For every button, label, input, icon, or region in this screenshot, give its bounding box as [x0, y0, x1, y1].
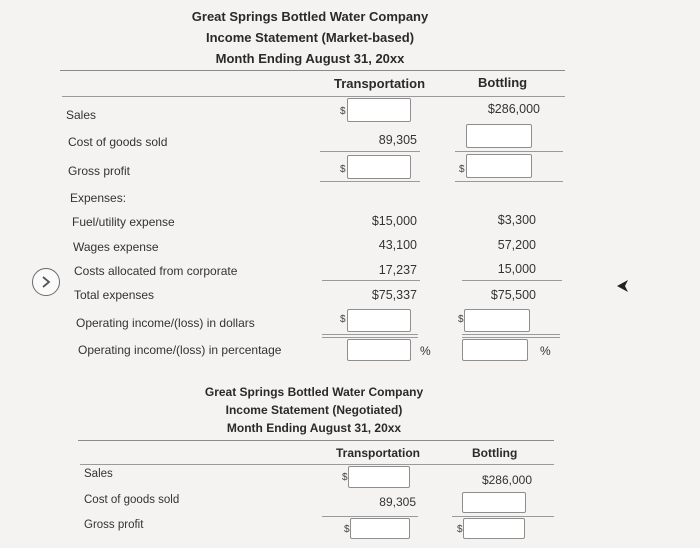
gross-profit-divider-transportation [320, 181, 420, 182]
cogs-divider-bottling [455, 151, 563, 152]
operating-percentage-transportation-input[interactable] [347, 339, 411, 361]
column-header-divider-2 [80, 464, 554, 465]
row-label-gross-profit-2: Gross profit [84, 519, 144, 531]
sales-transportation-input[interactable] [347, 98, 411, 122]
row-label-wages: Wages expense [73, 240, 159, 254]
cogs-transportation-value: 89,305 [378, 133, 417, 147]
cogs-bottling-input[interactable] [466, 124, 532, 148]
statement-period: Month Ending August 31, 20xx [215, 51, 405, 66]
total-expenses-bottling-value: $75,500 [490, 288, 536, 302]
cogs-bottling-input-2[interactable] [462, 492, 526, 513]
row-label-allocated: Costs allocated from corporate [74, 264, 238, 278]
statement-subtitle-2: Income Statement (Negotiated) [225, 403, 403, 417]
wages-transportation-value: 43,100 [378, 238, 417, 252]
operating-percentage-bottling-input[interactable] [462, 339, 528, 361]
cogs-divider-bottling-2 [452, 516, 554, 517]
company-name-2: Great Springs Bottled Water Company [204, 385, 424, 399]
sales-transportation-input-2[interactable] [348, 466, 410, 488]
expenses-divider-transportation [322, 280, 420, 281]
row-label-fuel: Fuel/utility expense [72, 215, 175, 229]
dollar-sign: $ [459, 164, 465, 175]
dollar-sign: $ [344, 524, 350, 535]
chevron-right-icon[interactable] [32, 268, 60, 296]
dollar-sign: $ [340, 314, 346, 325]
column-header-transportation: Transportation [334, 76, 426, 91]
dollar-sign: $ [457, 524, 463, 535]
statement-subtitle: Income Statement (Market-based) [205, 30, 415, 45]
column-header-bottling: Bottling [478, 75, 528, 90]
row-label-gross-profit: Gross profit [68, 164, 131, 178]
row-label-sales-2: Sales [84, 468, 113, 480]
statement-period-2: Month Ending August 31, 20xx [226, 421, 402, 435]
row-label-sales: Sales [66, 108, 97, 122]
gross-profit-bottling-input[interactable] [466, 154, 532, 178]
row-label-cogs-2: Cost of goods sold [84, 494, 180, 506]
cogs-divider-transportation [320, 151, 420, 152]
sales-bottling-value: $286,000 [487, 102, 540, 116]
wages-bottling-value: 57,200 [497, 238, 536, 252]
dollar-sign: $ [340, 164, 346, 175]
total-expenses-transportation-value: $75,337 [371, 288, 417, 302]
percent-sign: % [420, 344, 431, 358]
op-income-double-line-2 [322, 337, 418, 338]
company-name: Great Springs Bottled Water Company [191, 9, 429, 24]
cogs-transportation-value-2: 89,305 [379, 495, 416, 509]
allocated-transportation-value: 17,237 [378, 263, 417, 277]
operating-income-bottling-input[interactable] [464, 309, 530, 332]
operating-income-transportation-input[interactable] [347, 309, 411, 332]
gross-profit-transportation-input[interactable] [347, 155, 411, 179]
row-label-operating-income: Operating income/(loss) in dollars [76, 316, 255, 330]
op-income-double-line-1 [322, 334, 418, 335]
row-label-expenses: Expenses: [70, 191, 127, 205]
column-header-bottling-2: Bottling [472, 446, 518, 460]
gross-profit-transportation-input-2[interactable] [350, 518, 410, 539]
op-income-double-line-4 [462, 337, 560, 338]
fuel-transportation-value: $15,000 [371, 214, 417, 228]
row-label-cogs: Cost of goods sold [68, 135, 168, 149]
dollar-sign: $ [342, 472, 348, 483]
dollar-sign: $ [458, 314, 464, 325]
allocated-bottling-value: 15,000 [497, 262, 536, 276]
gross-profit-divider-bottling [455, 181, 563, 182]
op-income-double-line-3 [462, 334, 560, 335]
column-header-transportation-2: Transportation [336, 446, 421, 460]
header-divider-2 [78, 440, 554, 441]
row-label-operating-percentage: Operating income/(loss) in percentage [78, 343, 282, 357]
cogs-divider-transportation-2 [322, 516, 418, 517]
expenses-divider-bottling [462, 280, 562, 281]
fuel-bottling-value: $3,300 [497, 213, 536, 227]
row-label-total-expenses: Total expenses [74, 288, 155, 302]
column-header-divider [62, 96, 565, 97]
cursor-arrow-icon [616, 278, 630, 294]
sales-bottling-value-2: $286,000 [481, 473, 532, 487]
header-divider [60, 70, 565, 71]
gross-profit-bottling-input-2[interactable] [463, 518, 525, 539]
dollar-sign: $ [340, 106, 346, 117]
percent-sign: % [540, 344, 551, 358]
